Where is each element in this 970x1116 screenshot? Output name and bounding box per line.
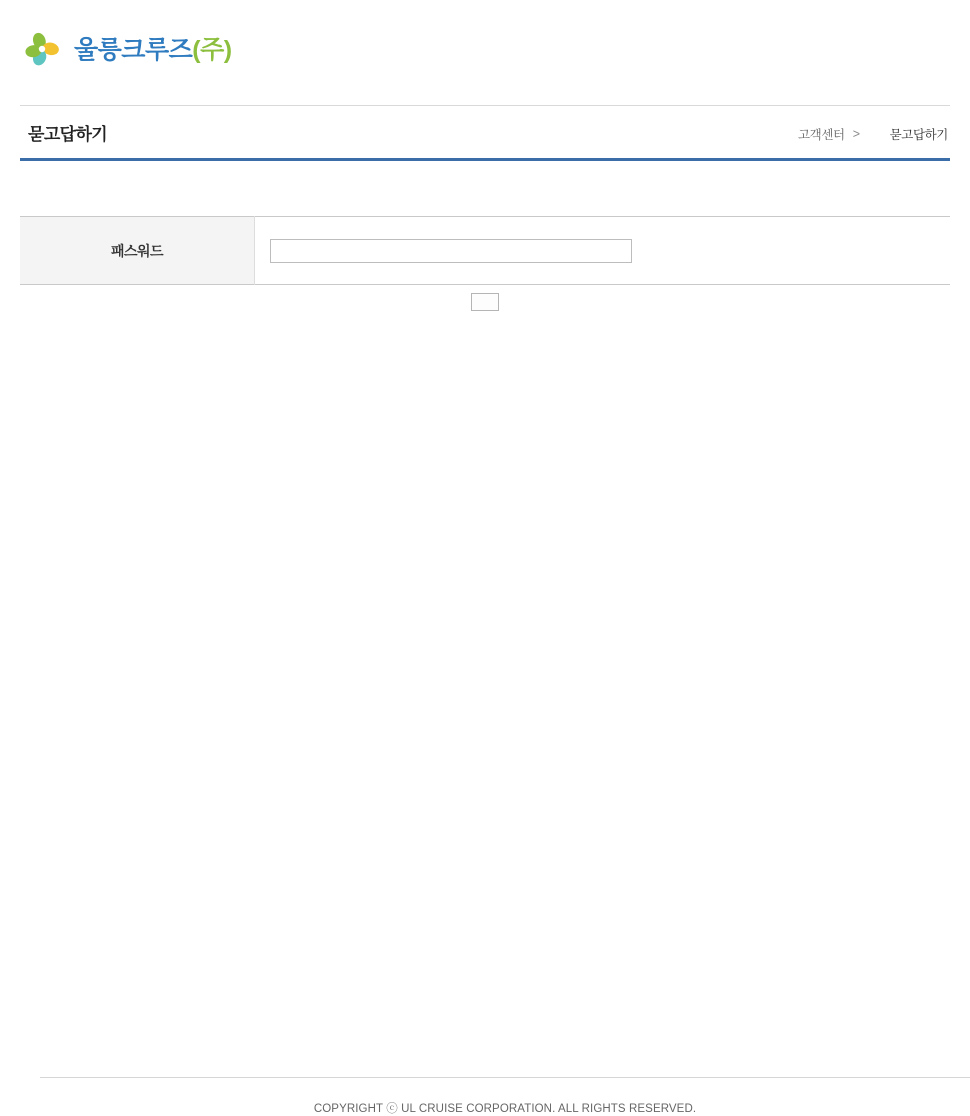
breadcrumb-separator: >: [852, 127, 860, 141]
breadcrumb-parent[interactable]: 고객센터: [798, 128, 845, 142]
password-field-cell: [255, 217, 951, 285]
copyright-text: COPYRIGHT ⓒ UL CRUISE CORPORATION. ALL RIGHTS RESERVED.: [313, 1103, 697, 1115]
table-row: [20, 217, 950, 285]
breadcrumb: [798, 125, 948, 143]
breadcrumb-current: 묻고답하기: [889, 128, 948, 142]
brand-title: [74, 35, 232, 64]
site-header: [0, 0, 970, 105]
content-top-spacer: [20, 161, 950, 216]
page-title: 묻고답하기: [28, 125, 108, 144]
submit-row: [20, 293, 950, 315]
brand-title-secondary: (주): [192, 35, 232, 64]
submit-button[interactable]: [471, 293, 499, 311]
password-label: 패스워드: [20, 217, 255, 285]
site-logo-link[interactable]: [20, 28, 232, 72]
main-content: [20, 161, 950, 1115]
brand-title-primary: 울릉크루즈: [74, 35, 193, 64]
password-input[interactable]: [270, 239, 632, 263]
site-footer: [20, 1077, 970, 1116]
password-form-table: [20, 216, 950, 285]
pinwheel-flower-icon: [20, 28, 64, 72]
page-title-bar: [20, 105, 950, 161]
